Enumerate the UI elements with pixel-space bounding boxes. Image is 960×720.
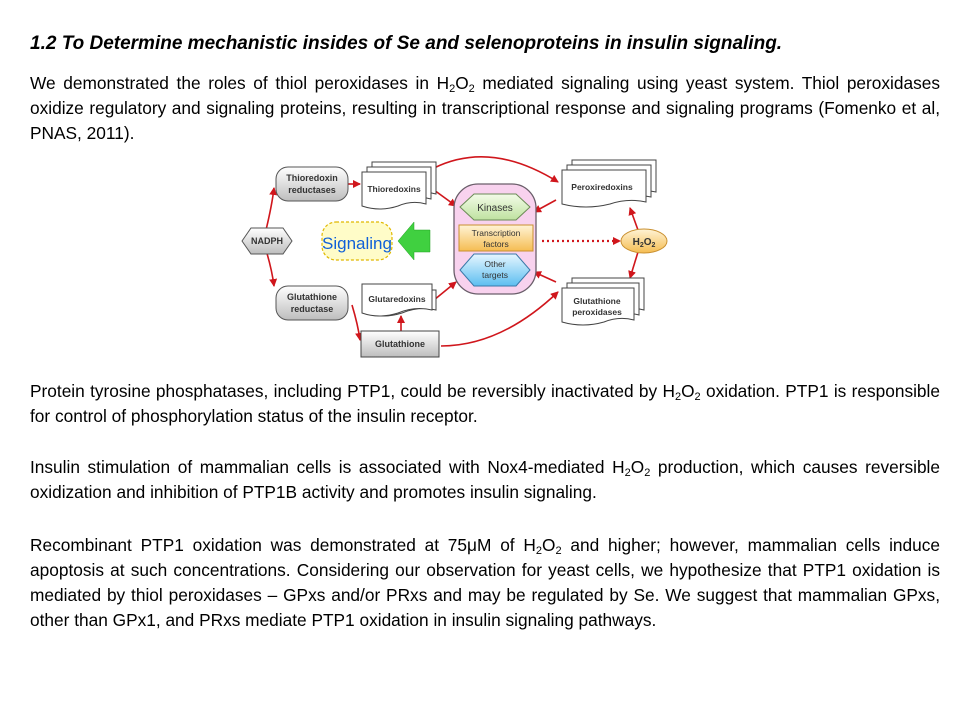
arrow-glutathione-to-gpx <box>441 292 558 346</box>
paragraph-ptp1-inactivation: Protein tyrosine phosphatases, including PTP1, could be reversibly inactivated by $H_2O_2$ oxidation. PTP1 is responsible for control of phosphorylation status of the insulin receptor. <box>30 381 940 426</box>
glutaredoxins-label: Glutaredoxins <box>368 294 426 304</box>
targets-box <box>454 184 536 294</box>
thioredoxin-reductases-node <box>276 167 348 201</box>
arrow-nadph-to-gsh-reductase <box>266 250 274 286</box>
arrow-peroxiredoxins-to-box <box>534 200 556 212</box>
peroxiredoxins-node <box>562 160 656 207</box>
signaling-node <box>322 222 392 260</box>
arrow-gsh-reductase-to-glutathione <box>352 305 360 340</box>
other-targets-label-2: targets <box>482 270 508 280</box>
transcription-factors-label-1: Transcription <box>471 228 521 238</box>
glutathione-peroxidases-node <box>562 278 644 325</box>
glutaredoxins-node <box>362 284 436 316</box>
paragraph-insulin-stimulation: Insulin stimulation of mammalian cells is associated with Nox4-mediated $H_2O_2$ production, which causes reversible oxidization and inhibition of PTP1B activity and promotes insulin signaling. <box>30 457 941 502</box>
green-arrow-to-signaling <box>398 222 430 260</box>
paragraph-thiol-peroxidases: We demonstrated the roles of thiol peroxidases in $H_2O_2$ mediated signaling using yeast system. Thiol peroxidases oxidize regulatory and signaling proteins, resulting in transcriptional response and signaling programs (Fomenko et al, PNAS, 2011). <box>30 73 941 143</box>
paragraph-hypothesis: Recombinant PTP1 oxidation was demonstrated at 75μM of $H_2O_2$ and higher; however, mammalian cells induce apoptosis at such concentrations. Considering our observation for yeast cells, we hypothesize that PTP1 oxidation is mediated by thiol peroxidases – GPxs and/or PRxs and may be regulated by Se. We suggest that mammalian GPxs, other than GPx1, and PRxs mediate PTP1 oxidation in insulin signaling pathways. <box>30 535 941 630</box>
arrow-h2o2-to-peroxiredoxins <box>630 208 638 230</box>
thioredoxins-node <box>362 162 436 209</box>
arrow-thioredoxins-to-peroxiredoxins <box>434 157 558 182</box>
arrow-gpx-to-box <box>534 272 556 282</box>
kinases-label: Kinases <box>477 203 513 214</box>
nadph-label: NADPH <box>250 236 284 246</box>
thioredoxins-label: Thioredoxins <box>367 184 421 194</box>
glutathione-peroxidases-label-1: Glutathione <box>573 296 621 306</box>
h2o2-node <box>621 229 667 253</box>
other-targets-label-1: Other <box>484 259 506 269</box>
arrow-thioredoxins-to-box <box>434 190 456 206</box>
arrow-h2o2-to-gpx <box>630 252 638 278</box>
thioredoxin-reductases-label-2: reductases <box>288 185 336 195</box>
h2o2-label: $H_2O_2$ <box>632 237 656 249</box>
glutathione-node <box>361 331 439 357</box>
thioredoxin-reductases-label-1: Thioredoxin <box>286 173 338 183</box>
glutathione-reductase-label-2: reductase <box>290 304 334 314</box>
arrow-nadph-to-trx-reductase <box>266 188 274 230</box>
transcription-factors-label-2: factors <box>483 239 509 249</box>
arrow-glutaredoxins-to-box <box>434 282 456 300</box>
peroxiredoxins-label: Peroxiredoxins <box>571 182 633 192</box>
glutathione-reductase-node <box>276 286 348 320</box>
glutathione-peroxidases-label-2: peroxidases <box>572 307 622 317</box>
signaling-diagram <box>236 150 676 365</box>
glutathione-label: Glutathione <box>375 339 425 349</box>
slide-title: 1.2 To Determine mechanistic insides of Se and selenoproteins in insulin signaling. <box>30 33 783 54</box>
signaling-label: Signaling <box>322 234 392 253</box>
glutathione-reductase-label-1: Glutathione <box>287 292 337 302</box>
nadph-node <box>242 228 292 254</box>
